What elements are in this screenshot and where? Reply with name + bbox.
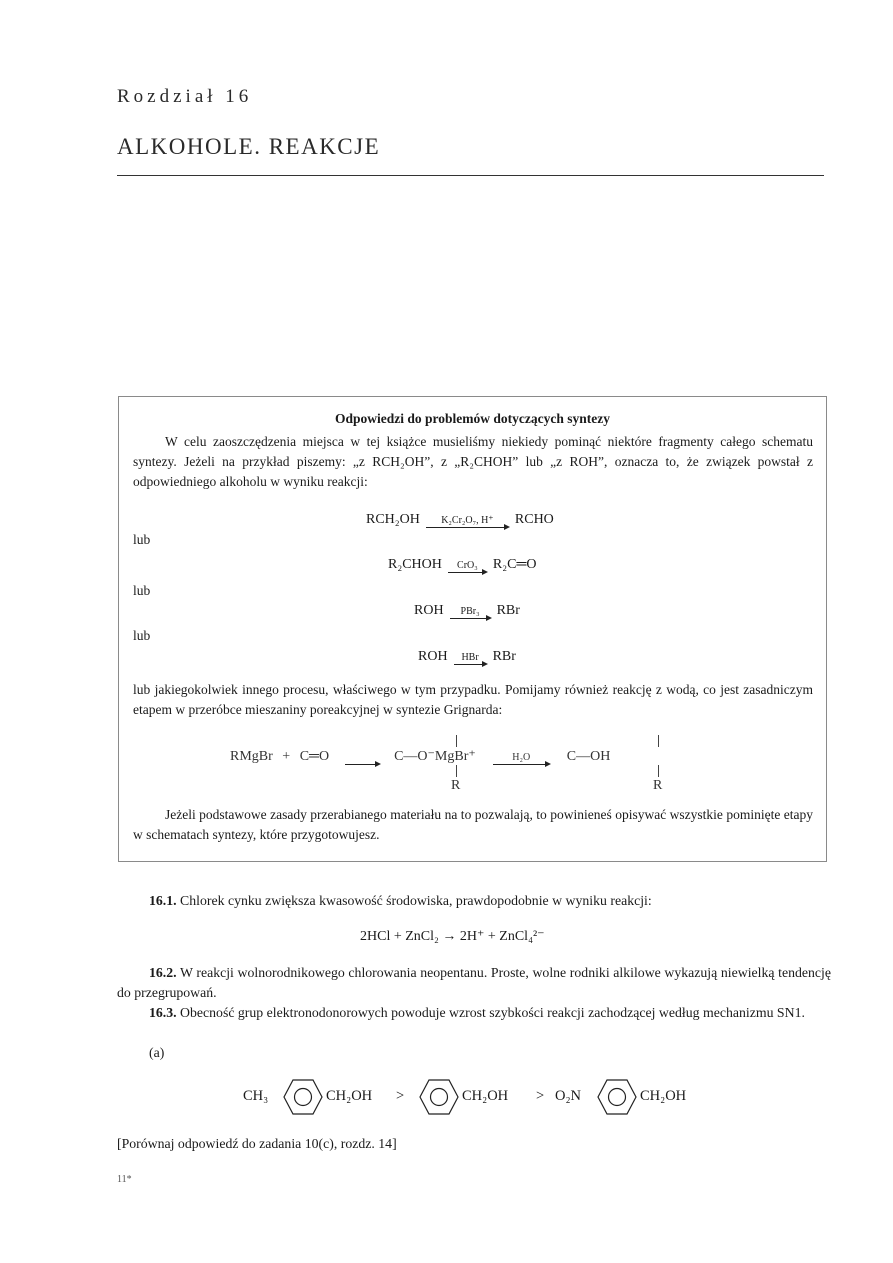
- benzene-ring-icon: [596, 1078, 638, 1116]
- chapter-label: Rozdział 16: [117, 86, 253, 107]
- or-label-2: lub: [133, 583, 151, 598]
- reaction-3: [414, 603, 520, 619]
- answer-16-2-number: 16.2.: [149, 965, 177, 980]
- reaction-2-left: R₂CHOH: [388, 557, 442, 572]
- benzene-ring-icon: [282, 1078, 324, 1116]
- grignard-carbonyl: C═O: [299, 749, 330, 764]
- grignard-intermediate: C—O⁻MgBr⁺: [394, 749, 476, 764]
- reaction-2: [388, 557, 536, 573]
- box-tail: lub jakiegokolwiek innego procesu, właściwego w tym przypadku. Pomijamy również reakcję z wodą, co jest zasadniczym etapem w przeróbce mieszaniny poreakcyjnej w syntezie Grignarda:: [133, 682, 813, 717]
- reactivity-order-ch2oh-1: CH₂OH: [326, 1088, 373, 1104]
- grignard-product: C—OH: [566, 749, 611, 764]
- box-conclusion: Jeżeli podstawowe zasady przerabianego materiału na to pozwalają, to powinieneś opisywać wszystkie pominięte etapy w schematach syntezy, które przygotowujesz.: [133, 807, 813, 842]
- reaction-4-right: RBr: [492, 649, 516, 664]
- answer-16-1-text: Chlorek cynku zwiększa kwasowość środowiska, prawdopodobnie w wyniku reakcji:: [180, 893, 652, 908]
- grignard-bond-top-1: [456, 735, 457, 747]
- compare-note: [Porównaj odpowiedź do zadania 10(c), rozdz. 14]: [117, 1136, 397, 1151]
- grignard-bond-bottom-2: [658, 765, 659, 777]
- or-label-1: lub: [133, 532, 151, 547]
- reaction-2-right: R₂C═O: [492, 557, 537, 572]
- answer-16-2: [117, 963, 831, 1003]
- grignard-reagent: RMgBr: [230, 749, 273, 764]
- reaction-4-arrow: [454, 653, 486, 665]
- answer-16-1: [117, 891, 831, 911]
- reaction-2-reagent: CrO₃: [457, 560, 478, 571]
- reactivity-order-ch3: CH₃: [243, 1088, 269, 1104]
- reaction-4-left: ROH: [418, 649, 448, 664]
- reactivity-order-o2n: O₂N: [555, 1088, 581, 1104]
- answer-16-3-text: Obecność grup elektronodonorowych powoduje wzrost szybkości reakcji zachodzącej według mechanizmu SN1.: [180, 1005, 805, 1020]
- reaction-1-left: RCH₂OH: [366, 512, 420, 527]
- reaction-3-reagent: PBr₃: [460, 606, 480, 617]
- reactivity-order-gt-2: >: [536, 1088, 545, 1104]
- answer-16-1-number: 16.1.: [149, 893, 177, 908]
- reaction-2-arrow: [448, 561, 486, 573]
- reactivity-order-ch2oh-3: CH₂OH: [640, 1088, 687, 1104]
- reaction-3-left: ROH: [414, 603, 444, 618]
- reaction-1-right: RCHO: [514, 512, 554, 527]
- grignard-water: H₂O: [512, 752, 531, 763]
- answer-16-1-equation: 2HCl + ZnCl₂ → 2H⁺ + ZnCl₄²⁻: [360, 929, 545, 944]
- reaction-3-right: RBr: [496, 603, 520, 618]
- reaction-3-arrow: [450, 607, 490, 619]
- grignard-r-2: R: [653, 778, 663, 793]
- box-title: Odpowiedzi do problemów dotyczących syntezy: [335, 411, 610, 426]
- answer-16-3: [117, 1003, 831, 1023]
- reaction-1-reagent: K₂Cr₂O₇, H⁺: [441, 515, 494, 526]
- answer-16-2-text: W reakcji wolnorodnikowego chlorowania neopentanu. Proste, wolne rodniki alkilowe wykazują niewielką tendencję do przegrupowań.: [117, 965, 831, 1000]
- grignard-arrow-1: [345, 753, 379, 765]
- reaction-4-reagent: HBr: [461, 652, 479, 663]
- reaction-1-arrow: [426, 516, 508, 528]
- title-rule: [117, 175, 824, 176]
- box-intro: W celu zaoszczędzenia miejsca w tej książce musieliśmy niekiedy pominąć niektóre fragmenty całego schematu syntezy. Jeżeli na przykład piszemy: „z RCH₂OH”, z „R₂CHOH” lub „z ROH”, oznacza to, że związek powstał z odpowiedniego alkoholu w wyniku reakcji:: [133, 434, 813, 489]
- grignard-plus: +: [282, 749, 291, 764]
- benzene-ring-icon: [418, 1078, 460, 1116]
- reactivity-order-gt-1: >: [396, 1088, 405, 1104]
- chapter-title: ALKOHOLE. REAKCJE: [117, 134, 381, 159]
- answer-16-3-part-a: (a): [149, 1045, 165, 1060]
- page-signature: 11*: [117, 1174, 132, 1185]
- reactivity-order-ch2oh-2: CH₂OH: [462, 1088, 509, 1104]
- grignard-bond-top-2: [658, 735, 659, 747]
- reaction-1: [366, 512, 554, 528]
- or-label-3: lub: [133, 628, 151, 643]
- grignard-arrow-2: [493, 753, 549, 765]
- grignard-r-1: R: [451, 778, 461, 793]
- grignard-scheme: [230, 748, 610, 765]
- answer-16-3-number: 16.3.: [149, 1005, 177, 1020]
- reaction-4: [418, 649, 516, 665]
- grignard-bond-bottom-1: [456, 765, 457, 777]
